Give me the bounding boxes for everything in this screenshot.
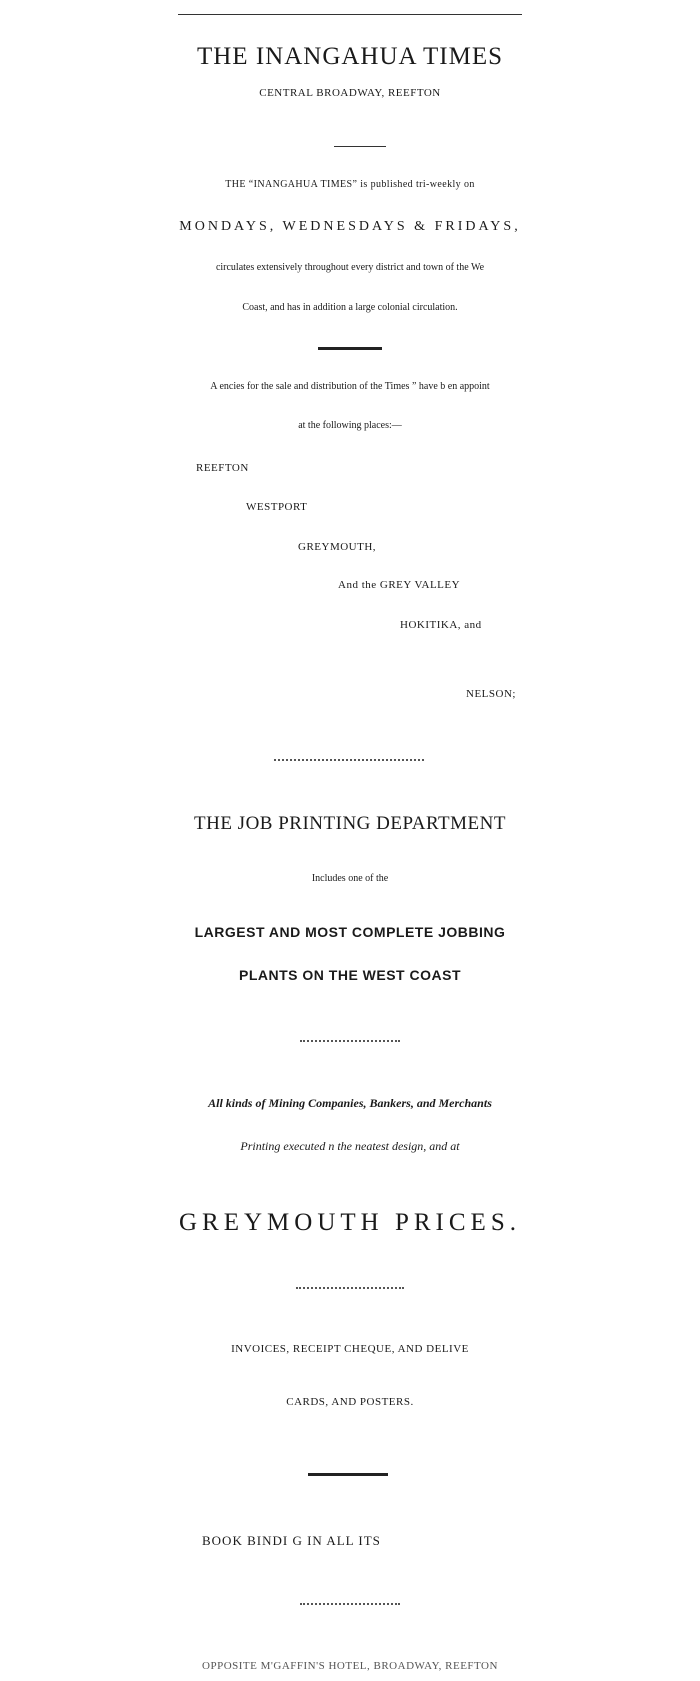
agency-place-westport: WESTPORT [246, 501, 308, 513]
job-printing-binding: BOOK BINDI G IN ALL ITS [202, 1533, 381, 1548]
separator-rule-3 [274, 759, 424, 761]
agency-place-hokitika: HOKITIKA, and [400, 619, 482, 631]
masthead-title: THE INANGAHUA TIMES [196, 43, 504, 70]
separator-rule-5 [296, 1287, 404, 1289]
agency-place-nelson: NELSON; [466, 688, 516, 700]
agencies-line-1: A encies for the sale and distribution of the Times ” have b en appoint [210, 381, 490, 392]
job-printing-includes: Includes one of the [311, 873, 389, 884]
job-printing-invoices: INVOICES, RECEIPT CHEQUE, AND DELIVE [231, 1343, 469, 1355]
job-printing-kinds-1: All kinds of Mining Companies, Bankers, and Merchants [208, 1096, 492, 1110]
separator-rule-6 [308, 1473, 388, 1476]
publication-line-4: Coast, and has in addition a large colonial circulation. [242, 302, 458, 313]
separator-rule-7 [300, 1603, 400, 1605]
separator-rule-2 [318, 347, 382, 350]
agency-place-greymouth: GREYMOUTH, [298, 541, 377, 553]
publication-days: MONDAYS, WEDNESDAYS & FRIDAYS, [179, 219, 521, 234]
masthead-address: CENTRAL BROADWAY, REEFTON [259, 87, 441, 99]
job-printing-cards: CARDS, AND POSTERS. [286, 1396, 414, 1408]
publication-line-1: THE “INANGAHUA TIMES” is published tri-weekly on [225, 179, 475, 190]
job-printing-plants: PLANTS ON THE WEST COAST [239, 967, 461, 983]
job-printing-kinds-2: Printing executed n the neatest design, and at [240, 1139, 460, 1153]
separator-rule-1 [334, 146, 386, 147]
agencies-line-2: at the following places:— [298, 420, 402, 431]
job-printing-prices: GREYMOUTH PRICES. [179, 1209, 521, 1236]
top-rule [178, 14, 522, 15]
separator-rule-4 [300, 1040, 400, 1042]
agency-place-reefton: REEFTON [196, 462, 249, 474]
footer-address: OPPOSITE M'GAFFIN'S HOTEL, BROADWAY, REEFTON [202, 1660, 498, 1672]
publication-line-3: circulates extensively throughout every district and town of the We [215, 262, 485, 273]
job-printing-heading: THE JOB PRINTING DEPARTMENT [194, 813, 506, 834]
agency-place-grey-valley: And the GREY VALLEY [338, 579, 461, 591]
job-printing-largest: LARGEST AND MOST COMPLETE JOBBING [194, 924, 506, 940]
